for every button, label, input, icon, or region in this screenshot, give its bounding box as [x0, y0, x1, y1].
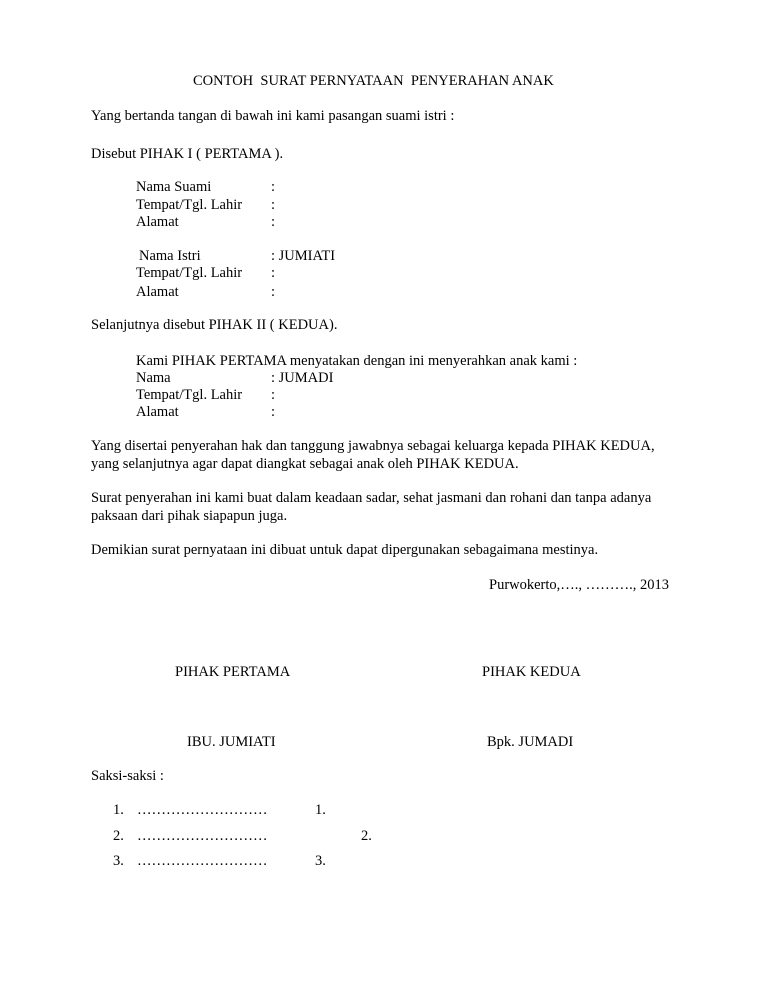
document-title: CONTOH SURAT PERNYATAAN PENYERAHAN ANAK [193, 73, 554, 89]
anak-nama-value: : JUMADI [271, 370, 334, 386]
paragraph-penyerahan-line1: Yang disertai penyerahan hak dan tanggung jawabnya sebagai keluarga kepada PIHAK KEDUA, [91, 438, 655, 454]
signature-right-role: PIHAK KEDUA [482, 664, 581, 680]
istri-nama-label: Nama Istri [139, 248, 201, 264]
witness-number: 2. [113, 828, 124, 844]
istri-alamat-value: : [271, 284, 276, 300]
signature-left-role: PIHAK PERTAMA [175, 664, 291, 680]
suami-alamat-label: Alamat [136, 214, 179, 230]
pihak-kedua-label: Selanjutnya disebut PIHAK II ( KEDUA). [91, 317, 338, 333]
witness-number: 3. [113, 853, 124, 869]
suami-ttl-label: Tempat/Tgl. Lahir [136, 197, 243, 213]
suami-nama-value: : [271, 179, 276, 195]
witness-right-number: 3. [315, 853, 326, 869]
witness-dots: ……………………… [137, 802, 268, 818]
anak-ttl-label: Tempat/Tgl. Lahir [136, 387, 243, 403]
suami-ttl-value: : [271, 197, 276, 213]
paragraph-keadaan-line1: Surat penyerahan ini kami buat dalam keadaan sadar, sehat jasmani dan rohani dan tanpa adanya [91, 490, 652, 506]
signature-left-name: IBU. JUMIATI [187, 734, 276, 750]
closing-statement: Demikian surat pernyataan ini dibuat untuk dapat dipergunakan sebagaimana mestinya. [91, 542, 599, 558]
intro-text: Yang bertanda tangan di bawah ini kami pasangan suami istri : [91, 108, 455, 124]
place-date: Purwokerto,…., ………., 2013 [489, 577, 670, 593]
istri-ttl-label: Tempat/Tgl. Lahir [136, 265, 243, 281]
witnesses-label: Saksi-saksi : [91, 768, 164, 784]
istri-nama-value: : JUMIATI [271, 248, 336, 264]
suami-nama-label: Nama Suami [136, 179, 212, 195]
anak-nama-label: Nama [136, 370, 171, 386]
anak-ttl-value: : [271, 387, 276, 403]
witness-right-number: 2. [361, 828, 372, 844]
paragraph-keadaan-line2: paksaan dari pihak siapapun juga. [91, 508, 288, 524]
witness-number: 1. [113, 802, 124, 818]
anak-statement: Kami PIHAK PERTAMA menyatakan dengan ini menyerahkan anak kami : [136, 353, 578, 369]
istri-alamat-label: Alamat [136, 284, 179, 300]
paragraph-penyerahan-line2: yang selanjutnya agar dapat diangkat sebagai anak oleh PIHAK KEDUA. [91, 456, 519, 472]
pihak-pertama-label: Disebut PIHAK I ( PERTAMA ). [91, 146, 284, 162]
witness-dots: ……………………… [137, 853, 268, 869]
anak-alamat-label: Alamat [136, 404, 179, 420]
witness-right-number: 1. [315, 802, 326, 818]
istri-ttl-value: : [271, 265, 276, 281]
suami-alamat-value: : [271, 214, 276, 230]
signature-right-name: Bpk. JUMADI [487, 734, 574, 750]
anak-alamat-value: : [271, 404, 276, 420]
witness-dots: ……………………… [137, 828, 268, 844]
